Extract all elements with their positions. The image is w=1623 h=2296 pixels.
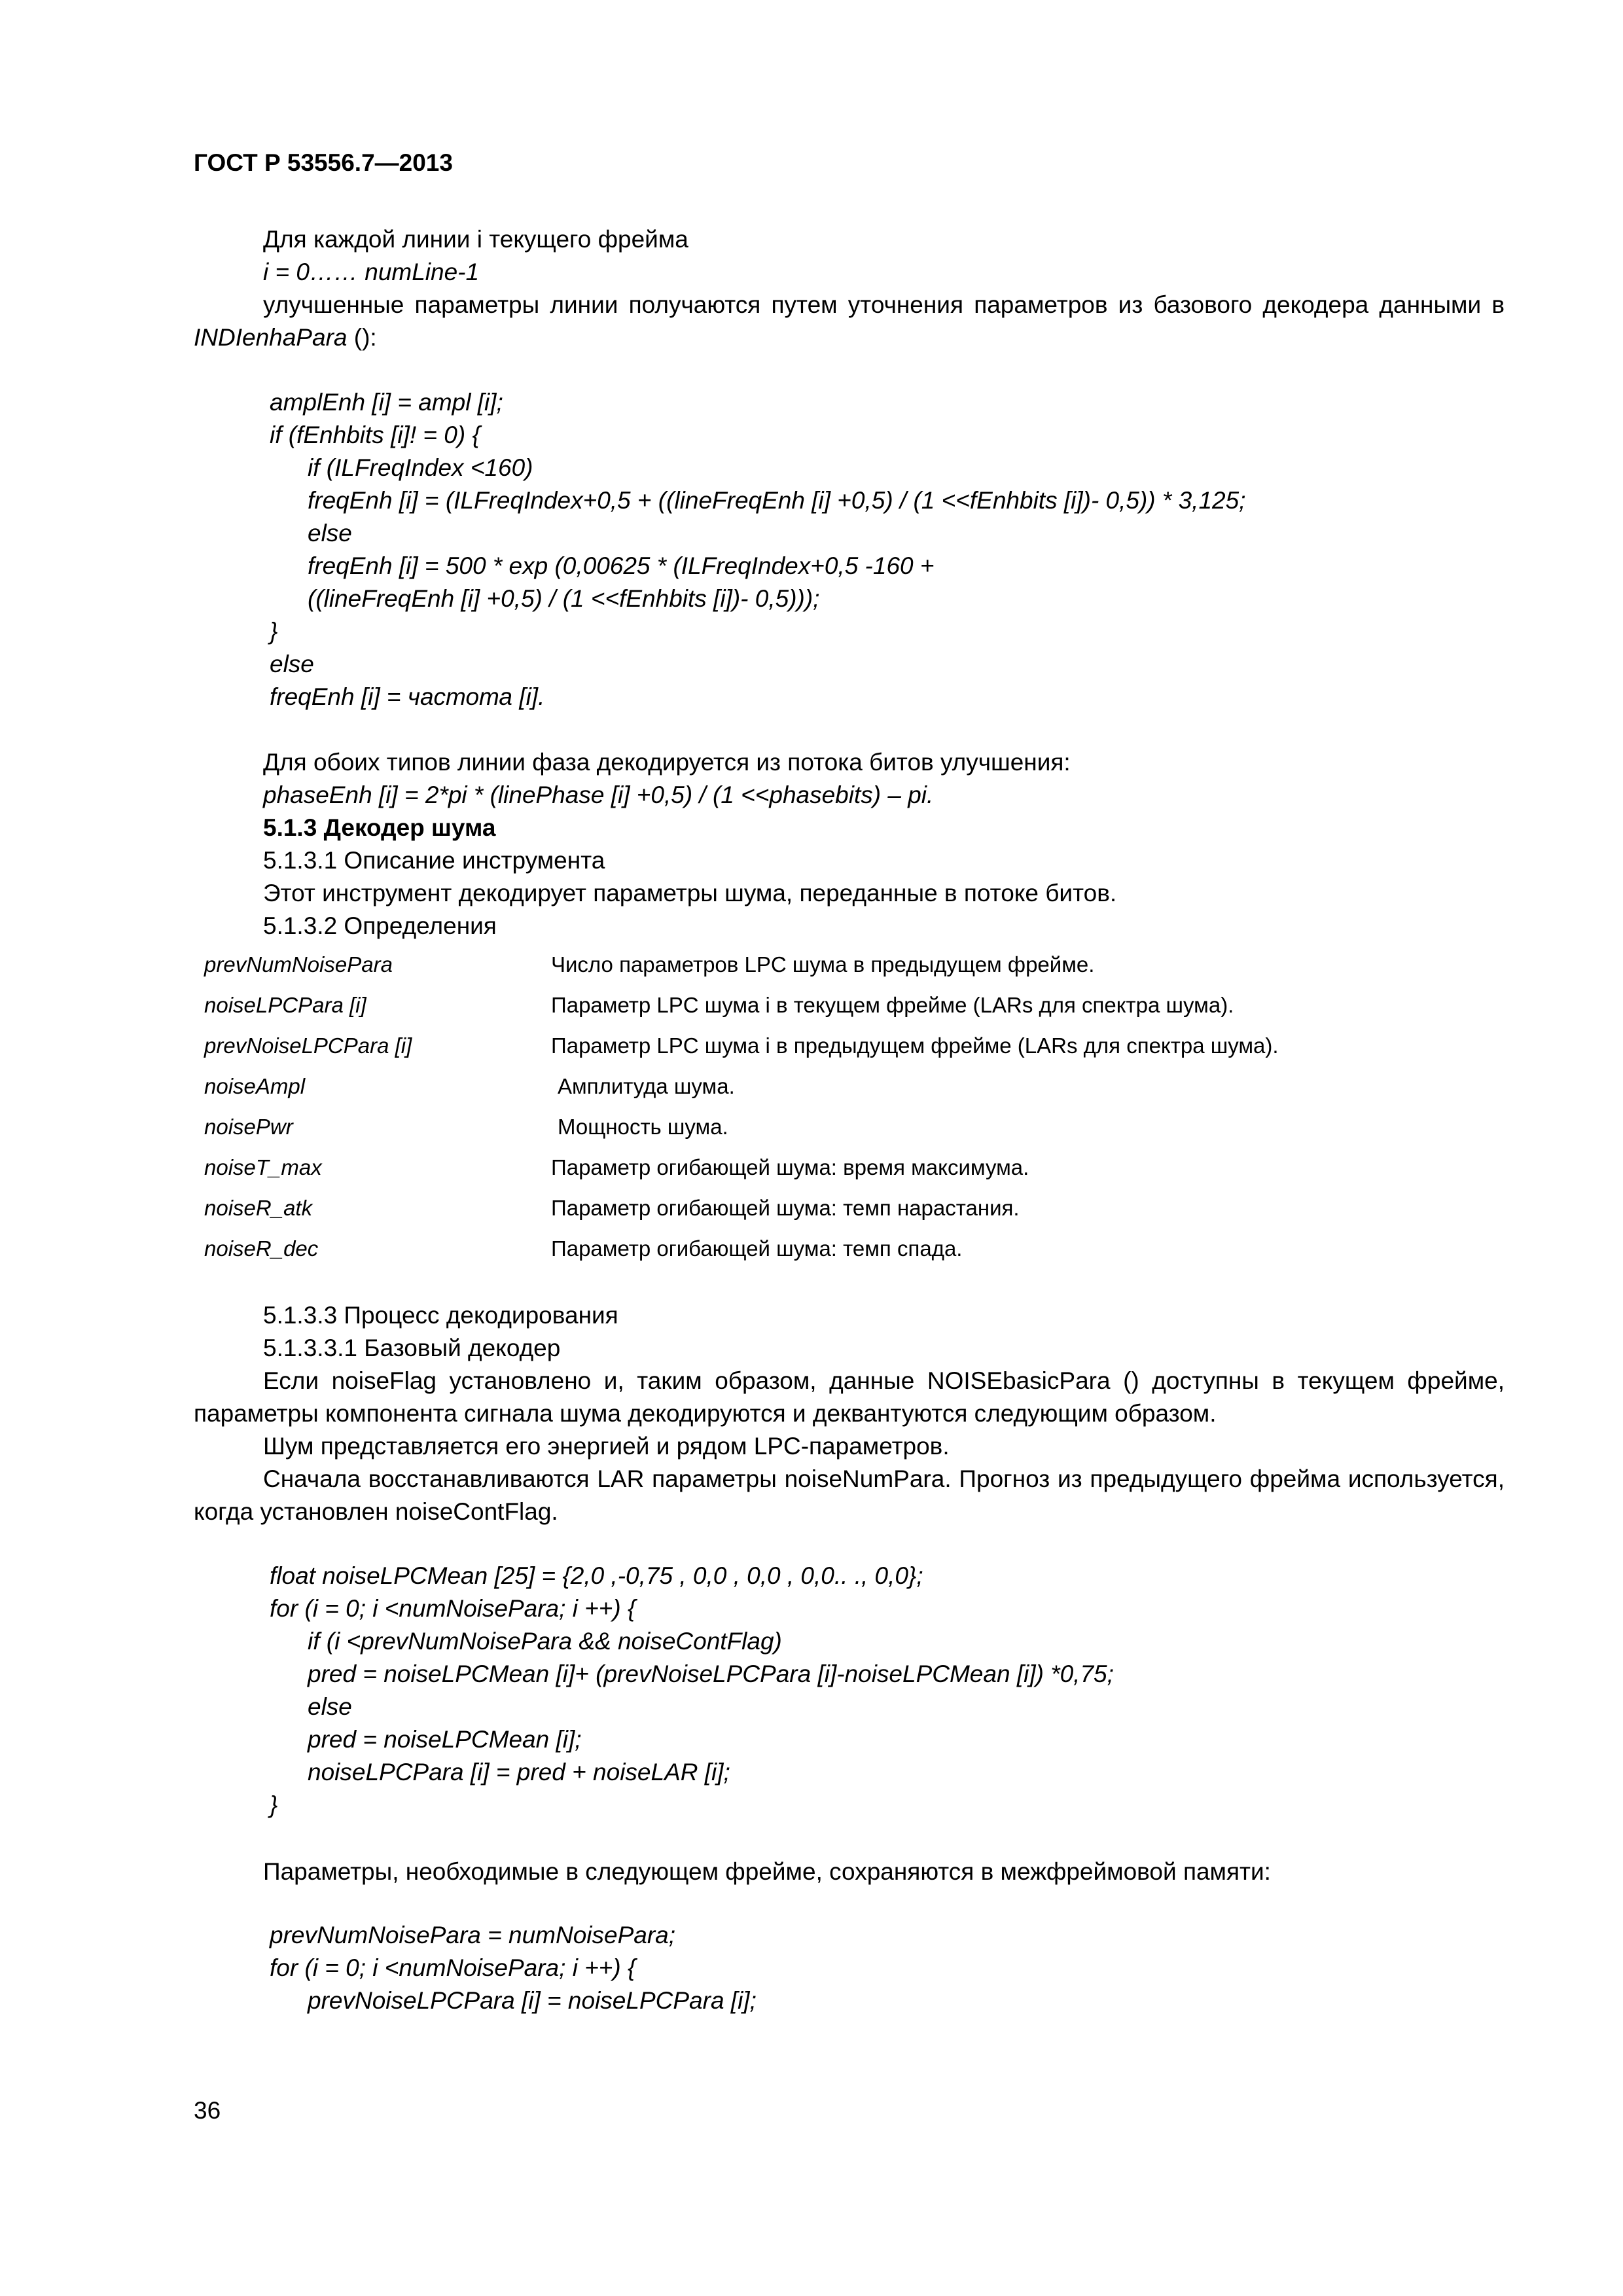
definition-description: Параметр огибающей шума: темп спада. xyxy=(551,1236,963,1261)
definitions-heading: 5.1.3.2 Определения xyxy=(263,912,497,939)
code-line: amplEnh [i] = ampl [i]; xyxy=(270,389,503,416)
code-line: } xyxy=(270,618,278,645)
intro-paragraph-text: улучшенные параметры линии получаются путем уточнения параметров из базового декодера данными в xyxy=(263,291,1505,318)
code-line: pred = noiseLPCMean [i]; xyxy=(308,1726,582,1753)
code-line: if (fEnhbits [i]! = 0) { xyxy=(270,422,480,448)
definition-description: Мощность шума. xyxy=(558,1115,728,1139)
process-paragraph-2: Шум представляется его энергией и рядом LPC-параметров. xyxy=(263,1433,950,1460)
code-line: if (ILFreqIndex <160) xyxy=(308,454,533,481)
definition-description: Параметр LPC шума i в текущем фрейме (LARs для спектра шума). xyxy=(551,993,1234,1017)
code-line: float noiseLPCMean [25] = {2,0 ,-0,75 , 0,0 , 0,0 , 0,0.. ., 0,0}; xyxy=(270,1562,923,1589)
definition-term: prevNoiseLPCPara [i] xyxy=(204,1033,412,1058)
basic-decoder-heading: 5.1.3.3.1 Базовый декодер xyxy=(263,1335,561,1361)
definition-term: noiseT_max xyxy=(204,1155,322,1179)
intro-line-1: Для каждой линии i текущего фрейма xyxy=(263,226,688,253)
document-header: ГОСТ Р 53556.7—2013 xyxy=(194,149,453,176)
definition-description: Параметр огибающей шума: время максимума. xyxy=(551,1155,1029,1179)
code-line: for (i = 0; i <numNoisePara; i ++) { xyxy=(270,1595,636,1622)
code-line: } xyxy=(270,1791,278,1818)
phase-formula: phaseEnh [i] = 2*pi * (linePhase [i] +0,5) / (1 <<phasebits) – pi. xyxy=(263,781,934,808)
code-line: freqEnh [i] = 500 * exp (0,00625 * (ILFreqIndex+0,5 -160 + xyxy=(308,552,935,579)
process-paragraph-3: Сначала восстанавливаются LAR параметры noiseNumPara. Прогноз из предыдущего фрейма используется, когда установлен noiseContFlag. xyxy=(194,1465,1505,1525)
code-line: freqEnh [i] = частота [i]. xyxy=(270,683,545,710)
intro-line-2: i = 0…… numLine-1 xyxy=(263,259,480,285)
memory-text: Параметры, необходимые в следующем фрейме, сохраняются в межфреймовой памяти: xyxy=(263,1858,1271,1885)
definition-description: Параметр LPC шума i в предыдущем фрейме (LARs для спектра шума). xyxy=(551,1033,1279,1058)
code-line: ((lineFreqEnh [i] +0,5) / (1 <<fEnhbits [i])- 0,5))); xyxy=(308,585,820,612)
definition-term: noiseAmpl xyxy=(204,1074,306,1098)
code-line: prevNumNoisePara = numNoisePara; xyxy=(270,1922,676,1948)
code-line: pred = noiseLPCMean [i]+ (prevNoiseLPCPara [i]-noiseLPCMean [i]) *0,75; xyxy=(308,1660,1114,1687)
definition-description: Амплитуда шума. xyxy=(558,1074,735,1098)
section-heading: 5.1.3 Декодер шума xyxy=(263,814,496,841)
definition-term: noiseR_atk xyxy=(204,1196,313,1220)
code-line: prevNoiseLPCPara [i] = noiseLPCPara [i]; xyxy=(308,1987,757,2014)
intro-paragraph-tail: (): xyxy=(347,324,377,351)
intro-paragraph xyxy=(194,289,1505,354)
definition-term: noisePwr xyxy=(204,1115,293,1139)
description-heading: 5.1.3.1 Описание инструмента xyxy=(263,847,605,874)
code-line: else xyxy=(308,1693,352,1720)
code-line: for (i = 0; i <numNoisePara; i ++) { xyxy=(270,1954,636,1981)
process-paragraph-1: Если noiseFlag установлено и, таким образом, данные NOISEbasicPara () доступны в текущем фрейме, параметры компонента сигнала шума декодируются и деквантуются следующим образом. xyxy=(194,1367,1505,1427)
code-line: if (i <prevNumNoisePara && noiseContFlag) xyxy=(308,1628,782,1655)
definition-term: noiseLPCPara [i] xyxy=(204,993,366,1017)
process-heading: 5.1.3.3 Процесс декодирования xyxy=(263,1302,618,1329)
definition-term: prevNumNoisePara xyxy=(204,952,393,977)
code-line: else xyxy=(270,651,314,677)
page-number: 36 xyxy=(194,2097,221,2124)
intro-paragraph-function: INDIenhaPara xyxy=(194,324,348,351)
phase-text: Для обоих типов линии фаза декодируется из потока битов улучшения: xyxy=(263,749,1071,776)
description-text: Этот инструмент декодирует параметры шума, переданные в потоке битов. xyxy=(263,880,1117,906)
definition-description: Число параметров LPC шума в предыдущем фрейме. xyxy=(551,952,1095,977)
definition-description: Параметр огибающей шума: темп нарастания. xyxy=(551,1196,1020,1220)
code-line: noiseLPCPara [i] = pred + noiseLAR [i]; xyxy=(308,1759,730,1785)
code-line: freqEnh [i] = (ILFreqIndex+0,5 + ((lineFreqEnh [i] +0,5) / (1 <<fEnhbits [i])- 0,5)) * 3,125; xyxy=(308,487,1246,514)
code-line: else xyxy=(308,520,352,547)
definition-term: noiseR_dec xyxy=(204,1236,319,1261)
